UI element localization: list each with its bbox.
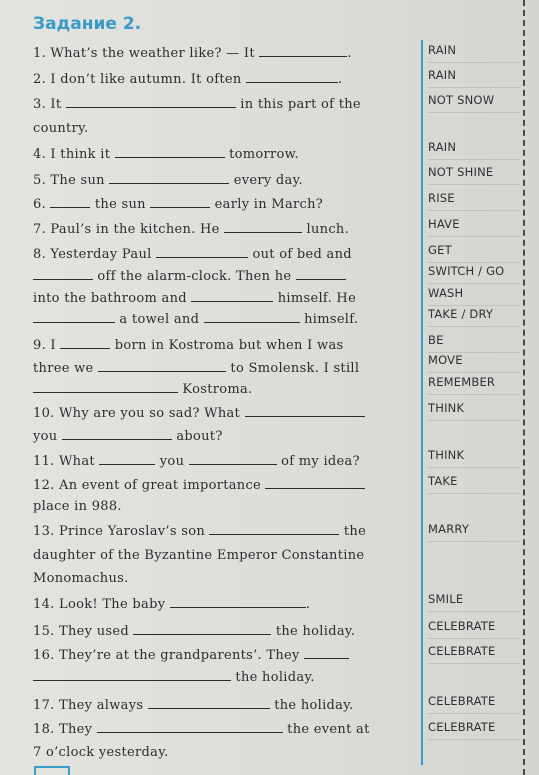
answer-blank[interactable]	[97, 721, 283, 733]
verb-rule	[428, 62, 520, 63]
sentence-line	[33, 360, 359, 377]
verb-rule	[428, 184, 520, 185]
sentence-text: out of bed and	[248, 247, 352, 262]
answer-blank[interactable]	[246, 71, 338, 83]
sentence-line	[33, 381, 252, 398]
exercise-title: Задание 2.	[33, 14, 142, 34]
verb-rule	[428, 611, 520, 612]
sentence-line	[33, 121, 88, 137]
sentence-line	[33, 71, 342, 88]
sentence-line	[33, 405, 365, 422]
verb-rule	[428, 394, 520, 395]
answer-blank[interactable]	[189, 453, 277, 465]
sentence-line	[33, 311, 358, 328]
verb-prompt: HAVE	[428, 217, 460, 231]
verb-rule	[428, 262, 520, 263]
sentence-text: himself. He	[273, 291, 357, 306]
sentence-text: the holiday.	[231, 670, 315, 685]
sentence-line	[33, 523, 366, 540]
answer-blank[interactable]	[60, 337, 110, 349]
sentence-text: the holiday.	[269, 698, 354, 713]
sentence-text: 2. I don’t like autumn. It often	[33, 72, 246, 87]
sentence-line	[33, 172, 303, 189]
answer-blank[interactable]	[296, 268, 346, 280]
sentence-line	[33, 268, 346, 285]
verb-rule	[428, 541, 520, 542]
sentence-line	[33, 499, 122, 515]
sentence-text: of my idea?	[276, 454, 360, 469]
sentence-text: off the alarm-clock. Then he	[93, 269, 296, 284]
answer-blank[interactable]	[33, 669, 231, 681]
sentence-text: you	[155, 454, 189, 469]
answer-blank[interactable]	[98, 360, 226, 372]
verb-prompt: THINK	[428, 448, 465, 462]
verb-rule	[428, 663, 520, 664]
sentence-line	[33, 246, 352, 263]
sentence-line	[33, 45, 352, 62]
sentence-text: the holiday.	[271, 624, 356, 639]
sentence-text: 16. They’re at the grandparents’. They	[33, 648, 305, 663]
sentence-text: 11. What	[33, 454, 100, 469]
verb-rule	[428, 159, 520, 160]
verb-rule	[428, 283, 520, 284]
sentence-text: 14. Look! The baby	[33, 597, 170, 612]
sentence-text: the	[339, 524, 367, 539]
sentence-text: 6.	[33, 197, 51, 212]
answer-blank[interactable]	[109, 172, 229, 184]
verb-prompt: WASH	[428, 286, 464, 300]
verb-prompt: RAIN	[428, 68, 457, 82]
sentence-text: 9. I	[33, 338, 61, 353]
answer-blank[interactable]	[191, 290, 273, 302]
corner-box	[34, 766, 70, 775]
verb-prompt: NOT SHINE	[428, 165, 494, 179]
verb-rule	[428, 210, 520, 211]
answer-blank[interactable]	[150, 196, 210, 208]
answer-blank[interactable]	[33, 381, 178, 393]
verb-rule	[428, 326, 520, 327]
verb-prompt: SWITCH / GO	[428, 264, 505, 278]
sentence-line	[33, 697, 354, 714]
answer-blank[interactable]	[156, 246, 248, 258]
sentence-text: 10. Why are you so sad? What	[33, 406, 245, 421]
answer-blank[interactable]	[33, 268, 93, 280]
sentence-text: .	[337, 72, 343, 87]
answer-blank[interactable]	[265, 477, 365, 489]
answer-blank[interactable]	[204, 311, 300, 323]
sentence-text: about?	[171, 429, 223, 444]
sentence-text: you	[33, 429, 62, 444]
answer-blank[interactable]	[66, 96, 236, 108]
verb-prompt: SMILE	[428, 592, 464, 606]
verb-rule	[428, 638, 520, 639]
verb-rule	[428, 372, 520, 373]
sentence-text: lunch.	[302, 222, 350, 237]
sentence-text: place in 988.	[33, 499, 122, 514]
verb-prompt: TAKE / DRY	[428, 307, 494, 321]
sentence-text: early in March?	[210, 197, 324, 212]
sentence-text: to Smolensk. I still	[225, 361, 360, 376]
answer-blank[interactable]	[245, 405, 365, 417]
answer-blank[interactable]	[115, 146, 225, 158]
verb-rule	[428, 420, 520, 421]
sentence-text: 18. They	[33, 722, 97, 737]
answer-blank[interactable]	[259, 45, 347, 57]
sentence-text: 7 o’clock yesterday.	[33, 745, 169, 760]
sentence-text: Kostroma.	[178, 382, 253, 397]
column-divider	[421, 40, 423, 765]
sentence-line	[33, 623, 355, 640]
sentence-line	[33, 477, 365, 494]
verb-prompt: RAIN	[428, 140, 457, 154]
verb-prompt: REMEMBER	[428, 375, 496, 389]
sentence-text: tomorrow.	[224, 147, 299, 162]
sentence-text: every day.	[229, 173, 303, 188]
verb-rule	[428, 739, 520, 740]
sentence-line	[33, 337, 343, 354]
sentence-line	[33, 596, 310, 613]
answer-blank[interactable]	[304, 647, 349, 659]
sentence-line	[33, 196, 323, 213]
verb-rule	[428, 236, 520, 237]
sentence-text: Monomachus.	[33, 571, 129, 586]
verb-prompt: CELEBRATE	[428, 644, 496, 658]
sentence-text: 7. Paul’s in the kitchen. He	[33, 222, 225, 237]
sentence-line	[33, 290, 356, 307]
verb-rule	[428, 713, 520, 714]
sentence-line	[33, 548, 364, 564]
sentence-text: country.	[33, 121, 89, 136]
sentence-text: 17. They always	[33, 698, 148, 713]
sentence-text: 8. Yesterday Paul	[33, 247, 157, 262]
answer-blank[interactable]	[99, 453, 155, 465]
answer-blank[interactable]	[170, 596, 306, 608]
answer-blank[interactable]	[50, 196, 90, 208]
sentence-line	[33, 428, 223, 445]
sentence-line	[33, 647, 349, 664]
sentence-text: a towel and	[115, 312, 204, 327]
verb-prompt: MARRY	[428, 522, 470, 536]
sentence-line	[33, 453, 360, 470]
answer-blank[interactable]	[33, 311, 115, 323]
answer-blank[interactable]	[133, 623, 271, 635]
sentence-text: himself.	[299, 312, 359, 327]
sentence-text: 3. It	[33, 97, 66, 112]
sentence-text: the sun	[90, 197, 151, 212]
sentence-text: in this part of the	[235, 97, 361, 112]
sentence-text: born in Kostroma but when I was	[110, 338, 344, 353]
sentence-text: 4. I think it	[33, 147, 115, 162]
verb-rule	[428, 493, 520, 494]
verb-rule	[428, 112, 520, 113]
sentence-text: 5. The sun	[33, 173, 110, 188]
verb-prompt: TAKE	[428, 474, 458, 488]
sentence-line	[33, 669, 315, 686]
verb-prompt: CELEBRATE	[428, 720, 496, 734]
sentence-text: 12. An event of great importance	[33, 478, 266, 493]
sentence-line	[33, 146, 299, 163]
verb-prompt: MOVE	[428, 353, 463, 367]
verb-prompt: RAIN	[428, 43, 457, 57]
answer-blank[interactable]	[209, 523, 339, 535]
sentence-text: .	[305, 597, 311, 612]
sentence-line	[33, 721, 370, 738]
sentence-text: into the bathroom and	[33, 291, 192, 306]
sentence-text: .	[347, 46, 352, 61]
sentence-text: three we	[33, 361, 98, 376]
verb-prompt: BE	[428, 333, 444, 347]
sentence-text: 15. They used	[33, 624, 134, 639]
verb-rule	[428, 305, 520, 306]
verb-prompt: NOT SNOW	[428, 93, 495, 107]
sentence-line	[33, 571, 129, 587]
verb-prompt: GET	[428, 243, 452, 257]
sentence-text: daughter of the Byzantine Emperor Constantine	[33, 548, 365, 563]
verb-prompt: RISE	[428, 191, 455, 205]
verb-rule	[428, 87, 520, 88]
answer-blank[interactable]	[224, 221, 302, 233]
verb-prompt: CELEBRATE	[428, 694, 496, 708]
page-edge-dashes	[523, 0, 525, 775]
answer-blank[interactable]	[148, 697, 270, 709]
sentence-line	[33, 96, 361, 113]
verb-rule	[428, 467, 520, 468]
verb-prompt: THINK	[428, 401, 465, 415]
sentence-line	[33, 221, 349, 238]
sentence-line	[33, 745, 169, 761]
answer-blank[interactable]	[62, 428, 172, 440]
sentence-text: 13. Prince Yaroslav’s son	[33, 524, 210, 539]
verb-prompt: CELEBRATE	[428, 619, 496, 633]
sentence-text: the event at	[282, 722, 370, 737]
sentence-text: 1. What’s the weather like? — It	[33, 46, 260, 61]
